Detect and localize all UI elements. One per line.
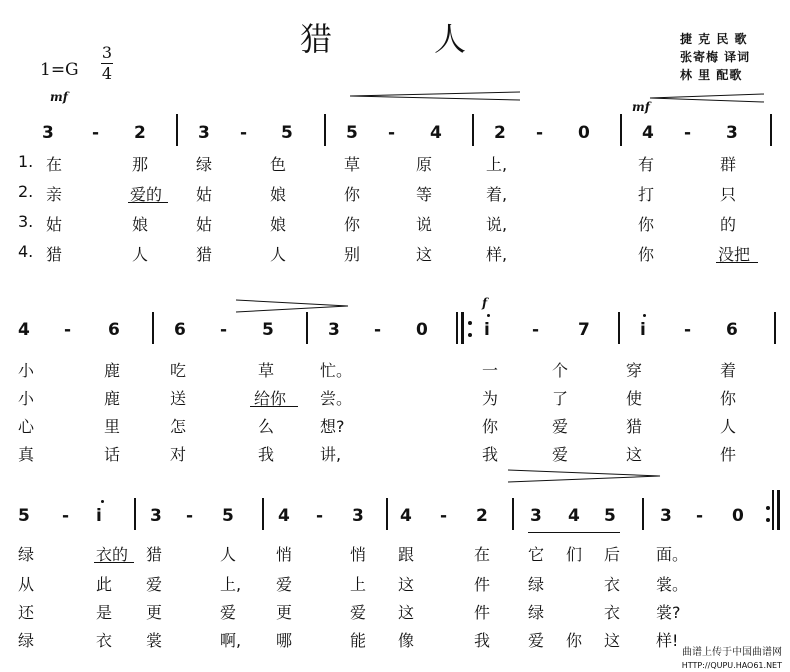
lyric: 小: [18, 361, 35, 380]
lyric: 说,: [486, 215, 508, 234]
melisma-underline: [94, 562, 134, 563]
barline: [306, 312, 308, 344]
lyric: 你: [638, 245, 655, 264]
note: 5: [262, 320, 274, 340]
lyric: 人: [220, 545, 237, 564]
lyric: 这: [626, 445, 643, 464]
dynamic-f: f: [482, 296, 488, 310]
note: i: [484, 320, 490, 340]
note: -: [374, 320, 382, 340]
melisma-underline: [250, 406, 298, 407]
lyric: 娘: [270, 185, 287, 204]
lyric: 样!: [656, 631, 679, 650]
lyric: 爱: [552, 445, 569, 464]
lyric: 件: [474, 603, 491, 622]
lyric: 这: [398, 603, 415, 622]
note: 4: [642, 123, 654, 143]
lyric: 鹿: [104, 361, 121, 380]
barline: [618, 312, 620, 344]
lyric: 你: [344, 185, 361, 204]
lyric: 裳。: [656, 575, 689, 594]
note: 4: [568, 506, 580, 526]
lyric: 着,: [486, 185, 508, 204]
note: -: [440, 506, 448, 526]
lyric: 原: [416, 155, 433, 174]
decrescendo-hairpin-3: [504, 466, 664, 486]
lyric: 跟: [398, 545, 415, 564]
note: 5: [346, 123, 358, 143]
time-bottom: 4: [101, 64, 113, 83]
verse-number: 4.: [18, 242, 34, 261]
note: 5: [222, 506, 234, 526]
lyric: 爱: [552, 417, 569, 436]
note: 5: [604, 506, 616, 526]
barline: [774, 312, 776, 344]
note: -: [532, 320, 540, 340]
note: -: [64, 320, 72, 340]
lyric: 猎: [626, 417, 643, 436]
lyric: 后: [604, 545, 621, 564]
note: 4: [430, 123, 442, 143]
lyric: 上: [350, 575, 367, 594]
note: 6: [174, 320, 186, 340]
lyric: 的: [720, 215, 737, 234]
lyric: 真: [18, 445, 35, 464]
lyric: 件: [474, 575, 491, 594]
lyric: 猎: [46, 245, 63, 264]
lyric: 对: [170, 445, 187, 464]
lyric: 还: [18, 603, 35, 622]
lyric: 亲: [46, 185, 63, 204]
lyric: 爱: [276, 575, 293, 594]
barline: [152, 312, 154, 344]
note: -: [316, 506, 324, 526]
lyric: 心: [18, 417, 35, 436]
lyric: 裳?: [656, 603, 681, 622]
credit-translator: 张寄梅 译词: [680, 50, 751, 64]
dynamic-mf-2: mf: [632, 100, 650, 114]
note: -: [388, 123, 396, 143]
note: 3: [530, 506, 542, 526]
note: i: [96, 506, 102, 526]
key-signature: 1=G: [40, 60, 79, 80]
lyric: 个: [552, 361, 569, 380]
lyric: 绿: [18, 631, 35, 650]
crescendo-hairpin: [340, 88, 530, 104]
lyric: 猎: [146, 545, 163, 564]
lyric: 人: [132, 245, 149, 264]
lyric: 你: [638, 215, 655, 234]
melisma-underline: [716, 262, 758, 263]
note: 7: [578, 320, 590, 340]
lyric: 鹿: [104, 389, 121, 408]
lyric: 怎: [170, 417, 187, 436]
note: -: [696, 506, 704, 526]
barline: [386, 498, 388, 530]
lyric: 姑: [46, 215, 63, 234]
octave-dot: [643, 314, 646, 317]
lyric: 它: [528, 545, 545, 564]
note: -: [92, 123, 100, 143]
lyric: 送: [170, 389, 187, 408]
verse-number: 3.: [18, 212, 34, 231]
lyric: 样,: [486, 245, 508, 264]
note: -: [240, 123, 248, 143]
lyric: 绿: [196, 155, 213, 174]
song-title: [300, 14, 468, 60]
barline: [512, 498, 514, 530]
note: 4: [18, 320, 30, 340]
note: 3: [328, 320, 340, 340]
lyric: 姑: [196, 215, 213, 234]
credit-composer: 捷 克 民 歌: [680, 32, 748, 46]
lyric: 更: [276, 603, 293, 622]
lyric: 你: [482, 417, 499, 436]
lyric: 里: [104, 417, 121, 436]
lyric: 给你: [254, 389, 287, 408]
melisma-underline: [128, 202, 168, 203]
lyric: 讲,: [320, 445, 342, 464]
lyric: 爱的: [130, 185, 163, 204]
lyric: 了: [552, 389, 569, 408]
lyric: 着: [720, 361, 737, 380]
lyric: 群: [720, 155, 737, 174]
note: 6: [108, 320, 120, 340]
lyric: 人: [720, 417, 737, 436]
repeat-dot: [766, 518, 770, 522]
note: 5: [281, 123, 293, 143]
time-signature: [100, 44, 114, 83]
lyric: 在: [474, 545, 491, 564]
lyric: 们: [566, 545, 583, 564]
lyric: 这: [416, 245, 433, 264]
note: 6: [726, 320, 738, 340]
barline: [262, 498, 264, 530]
lyric: 色: [270, 155, 287, 174]
note: 2: [494, 123, 506, 143]
lyric: 娘: [270, 215, 287, 234]
lyric: 我: [474, 631, 491, 650]
lyric: 绿: [528, 603, 545, 622]
lyric: 这: [604, 631, 621, 650]
lyric: 忙。: [320, 361, 353, 380]
note: -: [684, 320, 692, 340]
note: 3: [42, 123, 54, 143]
lyric: 件: [720, 445, 737, 464]
lyric: 使: [626, 389, 643, 408]
lyric: 一: [482, 361, 499, 380]
decrescendo-hairpin-2: [232, 296, 352, 318]
lyric: 打: [638, 185, 655, 204]
lyric: 能: [350, 631, 367, 650]
octave-dot: [101, 500, 104, 503]
barline: [642, 498, 644, 530]
lyric: 我: [258, 445, 275, 464]
note: -: [220, 320, 228, 340]
barline: [134, 498, 136, 530]
note: 2: [134, 123, 146, 143]
lyric: 别: [344, 245, 361, 264]
lyric: 草: [344, 155, 361, 174]
lyric: 裳: [146, 631, 163, 650]
lyric: 上,: [486, 155, 508, 174]
lyric: 啊,: [220, 631, 242, 650]
lyric: 等: [416, 185, 433, 204]
note: -: [186, 506, 194, 526]
lyric: 尝。: [320, 389, 353, 408]
lyric: 想?: [320, 417, 345, 436]
lyric: 你: [720, 389, 737, 408]
note: -: [536, 123, 544, 143]
lyric: 说: [416, 215, 433, 234]
lyric: 绿: [528, 575, 545, 594]
lyric: 是: [96, 603, 113, 622]
lyric: 绿: [18, 545, 35, 564]
lyric: 更: [146, 603, 163, 622]
lyric: 穿: [626, 361, 643, 380]
verse-number: 1.: [18, 152, 34, 171]
lyric: 爱: [350, 603, 367, 622]
lyric: 那: [132, 155, 149, 174]
note: -: [62, 506, 70, 526]
lyric: 为: [482, 389, 499, 408]
lyric: 像: [398, 631, 415, 650]
lyric: 娘: [132, 215, 149, 234]
barline: [770, 114, 772, 146]
lyric: 悄: [350, 545, 367, 564]
lyric: 话: [104, 445, 121, 464]
lyric: 你: [566, 631, 583, 650]
verse-number: 2.: [18, 182, 34, 201]
note: -: [684, 123, 692, 143]
barline: [324, 114, 326, 146]
note: 3: [150, 506, 162, 526]
note: 2: [476, 506, 488, 526]
lyric: 面。: [656, 545, 689, 564]
note: 3: [660, 506, 672, 526]
lyric: 有: [638, 155, 655, 174]
octave-dot: [487, 314, 490, 317]
lyric: 草: [258, 361, 275, 380]
lyric: 只: [720, 185, 737, 204]
note: 3: [352, 506, 364, 526]
lyric: 哪: [276, 631, 293, 650]
lyric: 吃: [170, 361, 187, 380]
note: 0: [732, 506, 744, 526]
repeat-start-barline-thick: [461, 312, 464, 344]
note: 0: [578, 123, 590, 143]
lyric: 上,: [220, 575, 242, 594]
credit-arranger: 林 里 配歌: [680, 68, 743, 82]
repeat-dot: [766, 506, 770, 510]
lyric: 爱: [220, 603, 237, 622]
repeat-start-barline: [456, 312, 458, 344]
lyric: 衣: [604, 603, 621, 622]
repeat-dot: [468, 333, 472, 337]
lyric: 姑: [196, 185, 213, 204]
lyric: 你: [344, 215, 361, 234]
lyric: 衣: [604, 575, 621, 594]
lyric: 爱: [528, 631, 545, 650]
barline: [176, 114, 178, 146]
lyric: 我: [482, 445, 499, 464]
lyric: 在: [46, 155, 63, 174]
eighth-beam: [528, 532, 620, 533]
lyric: 这: [398, 575, 415, 594]
lyric: 么: [258, 417, 275, 436]
footer-site-url: HTTP://QUPU.HAO61.NET: [681, 661, 782, 670]
lyric: 从: [18, 575, 35, 594]
note: 5: [18, 506, 30, 526]
lyric: 此: [96, 575, 113, 594]
lyric: 小: [18, 389, 35, 408]
lyric: 衣的: [96, 545, 129, 564]
note: i: [640, 320, 646, 340]
note: 4: [278, 506, 290, 526]
repeat-dot: [468, 321, 472, 325]
lyric: 没把: [718, 245, 751, 264]
note: 0: [416, 320, 428, 340]
lyric: 衣: [96, 631, 113, 650]
note: 3: [198, 123, 210, 143]
title-char-1: 猎: [300, 20, 335, 58]
note: 4: [400, 506, 412, 526]
lyric: 爱: [146, 575, 163, 594]
decrescendo-hairpin: [648, 92, 768, 108]
repeat-end-barline-thick: [777, 490, 780, 530]
title-char-2: 人: [434, 20, 469, 58]
lyric: 悄: [276, 545, 293, 564]
barline: [472, 114, 474, 146]
lyric: 猎: [196, 245, 213, 264]
note: 3: [726, 123, 738, 143]
time-top: 3: [101, 43, 113, 62]
barline: [620, 114, 622, 146]
footer-site-name: 曲谱上传于中国曲谱网: [682, 647, 782, 658]
lyric: 人: [270, 245, 287, 264]
dynamic-mf-1: mf: [50, 90, 68, 104]
repeat-end-barline: [772, 490, 774, 530]
